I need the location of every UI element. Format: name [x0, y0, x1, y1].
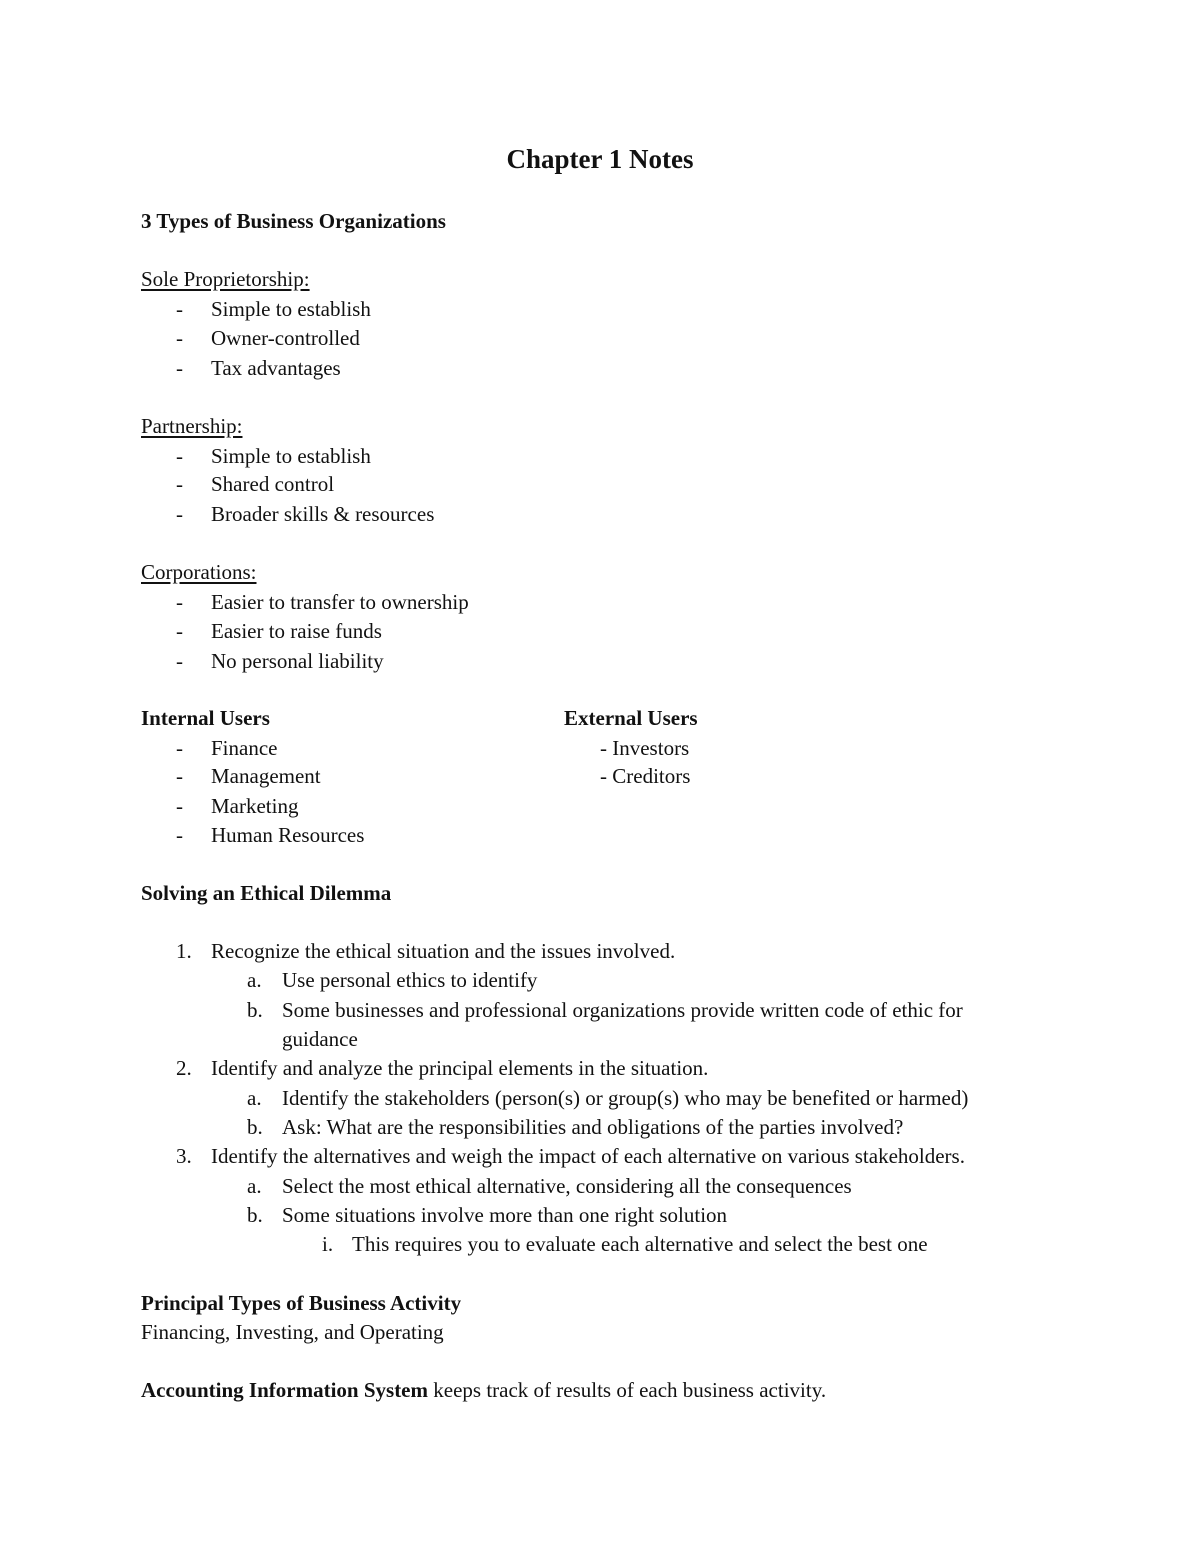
substep-letter: a.	[247, 1086, 262, 1110]
bullet-dash: -	[176, 619, 183, 643]
corporations-label: Corporations:	[141, 560, 257, 584]
org-types-heading: 3 Types of Business Organizations	[141, 209, 446, 233]
bullet-dash: -	[176, 326, 183, 350]
list-item: - Creditors	[600, 764, 691, 788]
external-users-heading: External Users	[564, 706, 698, 730]
list-item: Marketing	[211, 794, 299, 818]
list-item: Human Resources	[211, 823, 365, 847]
substep-letter: b.	[247, 998, 263, 1022]
bullet-dash: -	[176, 502, 183, 526]
sole-proprietorship-label: Sole Proprietorship:	[141, 267, 310, 291]
substep-text: Ask: What are the responsibilities and obligations of the parties involved?	[282, 1115, 904, 1139]
internal-users-heading: Internal Users	[141, 706, 270, 730]
bullet-dash: -	[176, 297, 183, 321]
list-item: Owner-controlled	[211, 326, 360, 350]
step-number: 1.	[176, 939, 192, 963]
bullet-dash: -	[176, 356, 183, 380]
substep-text: Some businesses and professional organizations provide written code of ethic for	[282, 998, 963, 1022]
page-title: Chapter 1 Notes	[506, 144, 694, 174]
step-number: 2.	[176, 1056, 192, 1080]
ais-sentence	[141, 1376, 826, 1404]
list-item: Tax advantages	[211, 356, 341, 380]
substep-text: Use personal ethics to identify	[282, 968, 538, 992]
substep-letter: a.	[247, 968, 262, 992]
bullet-dash: -	[176, 794, 183, 818]
list-item: Easier to raise funds	[211, 619, 382, 643]
partnership-label: Partnership:	[141, 414, 243, 438]
substep-letter: b.	[247, 1115, 263, 1139]
list-item: Finance	[211, 736, 278, 760]
bullet-dash: -	[176, 764, 183, 788]
subsubstep-roman: i.	[322, 1232, 334, 1256]
substep-text: Some situations involve more than one right solution	[282, 1203, 728, 1227]
bullet-dash: -	[176, 736, 183, 760]
substep-text: Select the most ethical alternative, considering all the consequences	[282, 1174, 852, 1198]
step-text: Recognize the ethical situation and the issues involved.	[211, 939, 676, 963]
bullet-dash: -	[176, 590, 183, 614]
list-item: Easier to transfer to ownership	[211, 590, 469, 614]
ais-term: Accounting Information System	[141, 1378, 428, 1402]
substep-text-continued: guidance	[282, 1027, 358, 1051]
bullet-dash: -	[176, 472, 183, 496]
list-item: No personal liability	[211, 649, 384, 673]
substep-text: Identify the stakeholders (person(s) or group(s) who may be benefited or harmed)	[282, 1086, 969, 1110]
substep-letter: a.	[247, 1174, 262, 1198]
step-text: Identify the alternatives and weigh the impact of each alternative on various stakeholders.	[211, 1144, 965, 1168]
step-number: 3.	[176, 1144, 192, 1168]
business-activity-text: Financing, Investing, and Operating	[141, 1320, 444, 1344]
business-activity-heading: Principal Types of Business Activity	[141, 1291, 462, 1315]
list-item: Shared control	[211, 472, 335, 496]
list-item: Simple to establish	[211, 297, 371, 321]
bullet-dash: -	[176, 823, 183, 847]
list-item: Simple to establish	[211, 444, 371, 468]
bullet-dash: -	[176, 649, 183, 673]
list-item: Broader skills & resources	[211, 502, 435, 526]
bullet-dash: -	[176, 444, 183, 468]
substep-letter: b.	[247, 1203, 263, 1227]
list-item: - Investors	[600, 736, 690, 760]
ais-description: keeps track of results of each business activity.	[428, 1378, 827, 1402]
list-item: Management	[211, 764, 321, 788]
step-text: Identify and analyze the principal elements in the situation.	[211, 1056, 709, 1080]
ethical-dilemma-heading: Solving an Ethical Dilemma	[141, 881, 392, 905]
subsubstep-text: This requires you to evaluate each alternative and select the best one	[352, 1232, 928, 1256]
